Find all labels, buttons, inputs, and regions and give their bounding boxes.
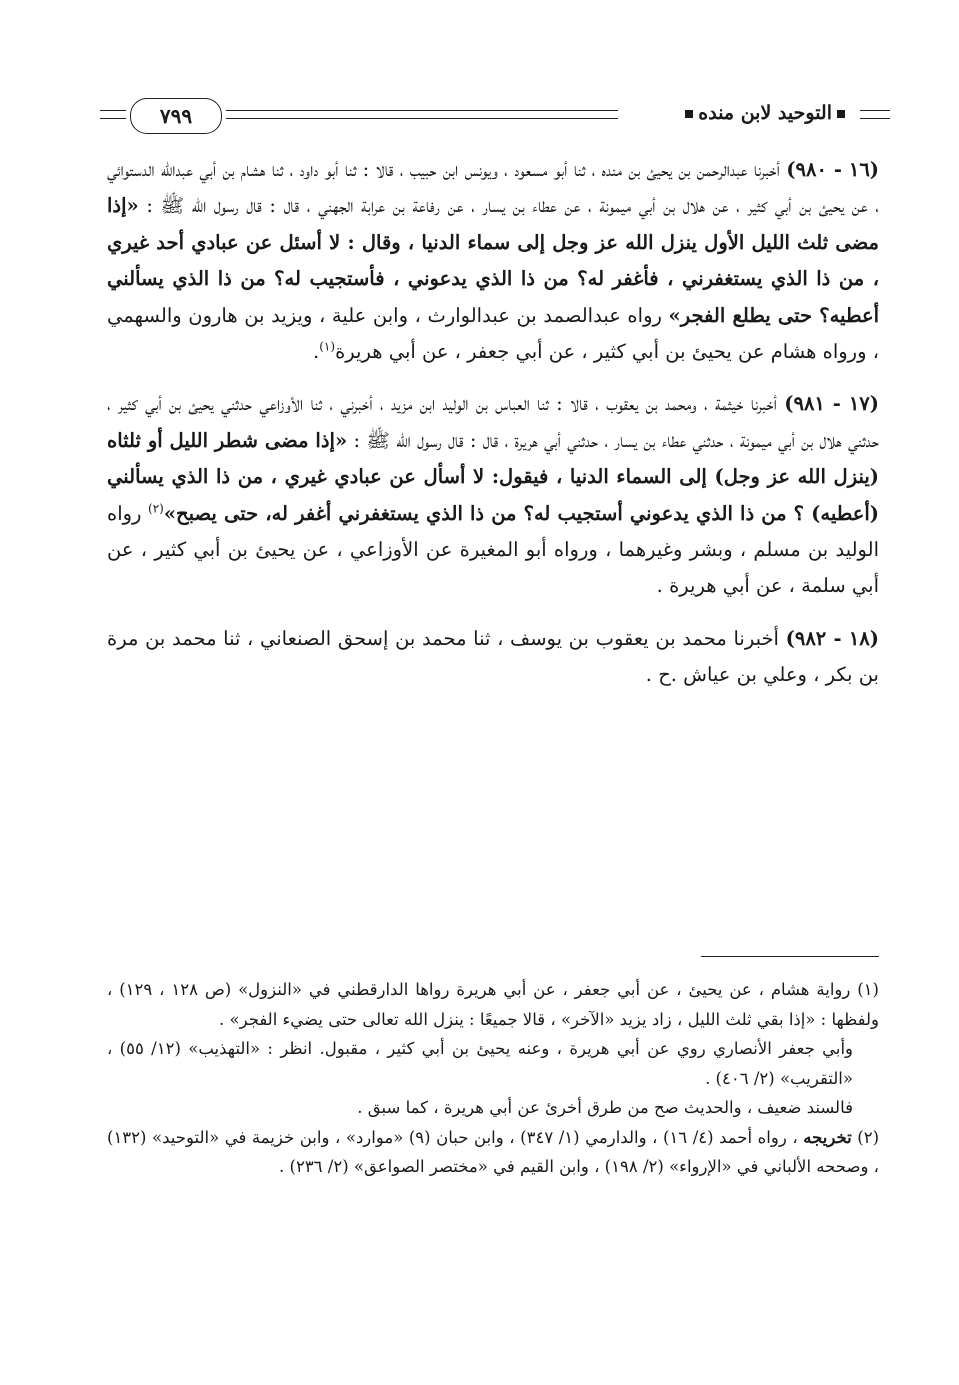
footnote-1-note: وأبي جعفر الأنصاري روي عن أبي هريرة ، وعنه يحيئ بن أبي كثير ، مقبول. انظر : «التهذيب» (١٢/ ٥٥) ، «التقريب» (٢/ ٤٠٦) . bbox=[107, 1039, 854, 1088]
takhrij-text: رواه الوليد بن مسلم ، وبشر وغيرهما ، ورواه أبو المغيرة عن الأوزاعي ، عن يحيئ بن أبي كثير ، عن أبي سلمة ، عن أبي هريرة . bbox=[107, 501, 879, 598]
hadith-paragraph bbox=[107, 386, 879, 604]
running-title bbox=[680, 102, 850, 124]
header-rule-right bbox=[860, 110, 890, 111]
header-rule-left bbox=[100, 118, 126, 119]
isnad-text: أخبرنا عبدالرحمن بن يحيئ بن منده ، ثنا أبو مسعود ، ويونس ابن حبيب ، قالا : ثنا أبو داود ، ثنا هشام بن أبي عبدالله الدستوائي ، عن يحيئ بن أبي كثير ، عن هلال بن أبي ميمونة ، عن عطاء بن يسار ، عن رفاعة بن عرابة الجهني ، قال : قال رسول الله ﷺ : bbox=[107, 158, 880, 218]
header-rule-middle bbox=[226, 110, 618, 111]
square-ornament-icon bbox=[685, 110, 693, 118]
hadith-number: (١٨ - ٩٨٢) bbox=[785, 626, 880, 650]
hadith-number: (١٧ - ٩٨١) bbox=[784, 392, 879, 416]
isnad-text: أخبرنا خيثمة ، ومحمد بن يعقوب ، قالا : ثنا العباس بن الوليد ابن مزيد ، أخبرني ، ثنا الأوزاعي حدثني يحيئ بن أبي كثير ، حدثني هلال بن أبي ميمونة ، حدثني عطاء بن يسار ، حدثني أبي هريرة ، قال : قال رسول الله ﷺ : bbox=[107, 392, 879, 452]
header-rule-right bbox=[860, 118, 890, 119]
sentence-end: . bbox=[313, 340, 320, 364]
book-title: التوحيد لابن منده bbox=[698, 102, 832, 124]
footnotes bbox=[107, 975, 879, 1182]
takhrij-heading: تخريجه bbox=[803, 1127, 852, 1147]
square-ornament-icon bbox=[837, 110, 845, 118]
hadith-paragraph bbox=[107, 152, 879, 370]
page-number: ٧٩٩ bbox=[130, 98, 222, 134]
footnote-text: ، رواه أحمد (٤/ ١٦) ، والدارمي (١/ ٣٤٧) ، وابن حبان (٩) «موارد» ، وابن خزيمة في «التوحيد» (١٣٢) ، وصححه الألباني في «الإرواء» (٢/ ١٩٨) ، وابن القيم في «مختصر الصواعق» (٢/ ٢٣٦) . bbox=[107, 1127, 879, 1176]
header-rule-left bbox=[100, 110, 126, 111]
footnote-1-note: فالسند ضعيف ، والحديث صح من طرق أخرئ عن أبي هريرة ، كما سبق . bbox=[357, 1098, 853, 1117]
header-rule-middle bbox=[226, 118, 618, 119]
page-header bbox=[100, 96, 878, 140]
footnote-ref[interactable]: (٢) bbox=[148, 501, 164, 516]
matn-text: «إذا مضى شطر الليل أو ثلثاه (ينزل الله عز وجل) إلى السماء الدنيا ، فيقول: لا أسأل عن عبادي غيري ، من ذا الذي يسألني (أعطيه) ؟ من ذا الذي يدعوني أستجيب له؟ من ذا الذي يستغفرني أغفر له، حتى يصبح» bbox=[107, 428, 879, 525]
footnote-1: (١) رواية هشام ، عن يحيئ ، عن أبي جعفر ، عن أبي هريرة رواها الدارقطني في «النزول» (ص ١٢٨ ، ١٢٩) ، ولفظها : «إذا بقي ثلث الليل ، زاد يزيد «الآخر» ، قالا جميعًا : ينزل الله تعالى حتى يضيء الفجر» . bbox=[107, 980, 879, 1029]
hadith-paragraph bbox=[107, 621, 879, 694]
footnote-2 bbox=[107, 1123, 879, 1182]
takhrij-text: رواه عبدالصمد بن عبدالوارث ، وابن علية ، ويزيد بن هارون والسهمي ، ورواه هشام عن يحيئ بن أبي كثير ، عن أبي جعفر ، عن أبي هريرة bbox=[107, 303, 879, 364]
footnote-label: (٢) bbox=[857, 1127, 879, 1147]
main-text bbox=[107, 152, 879, 710]
footnote-ref[interactable]: (١) bbox=[319, 339, 336, 354]
matn-text: «إذا مضى ثلث الليل الأول ينزل الله عز وجل إلى سماء الدنيا ، وقال : لا أسئل عن عبادي أحد غيري ، من ذا الذي يستغفرني ، فأغفر له؟ من ذا الذي يدعوني ، فأستجيب له؟ من ذا الذي يسألني أعطيه؟ حتى يطلع الفجر» bbox=[107, 194, 879, 327]
hadith-number: (١٦ - ٩٨٠) bbox=[786, 158, 880, 181]
footnote-separator bbox=[701, 956, 879, 957]
isnad-text: أخبرنا محمد بن يعقوب بن يوسف ، ثنا محمد بن إسحق الصنعاني ، ثنا محمد بن مرة بن بكر ، وعلي بن عياش .ح . bbox=[107, 626, 879, 687]
